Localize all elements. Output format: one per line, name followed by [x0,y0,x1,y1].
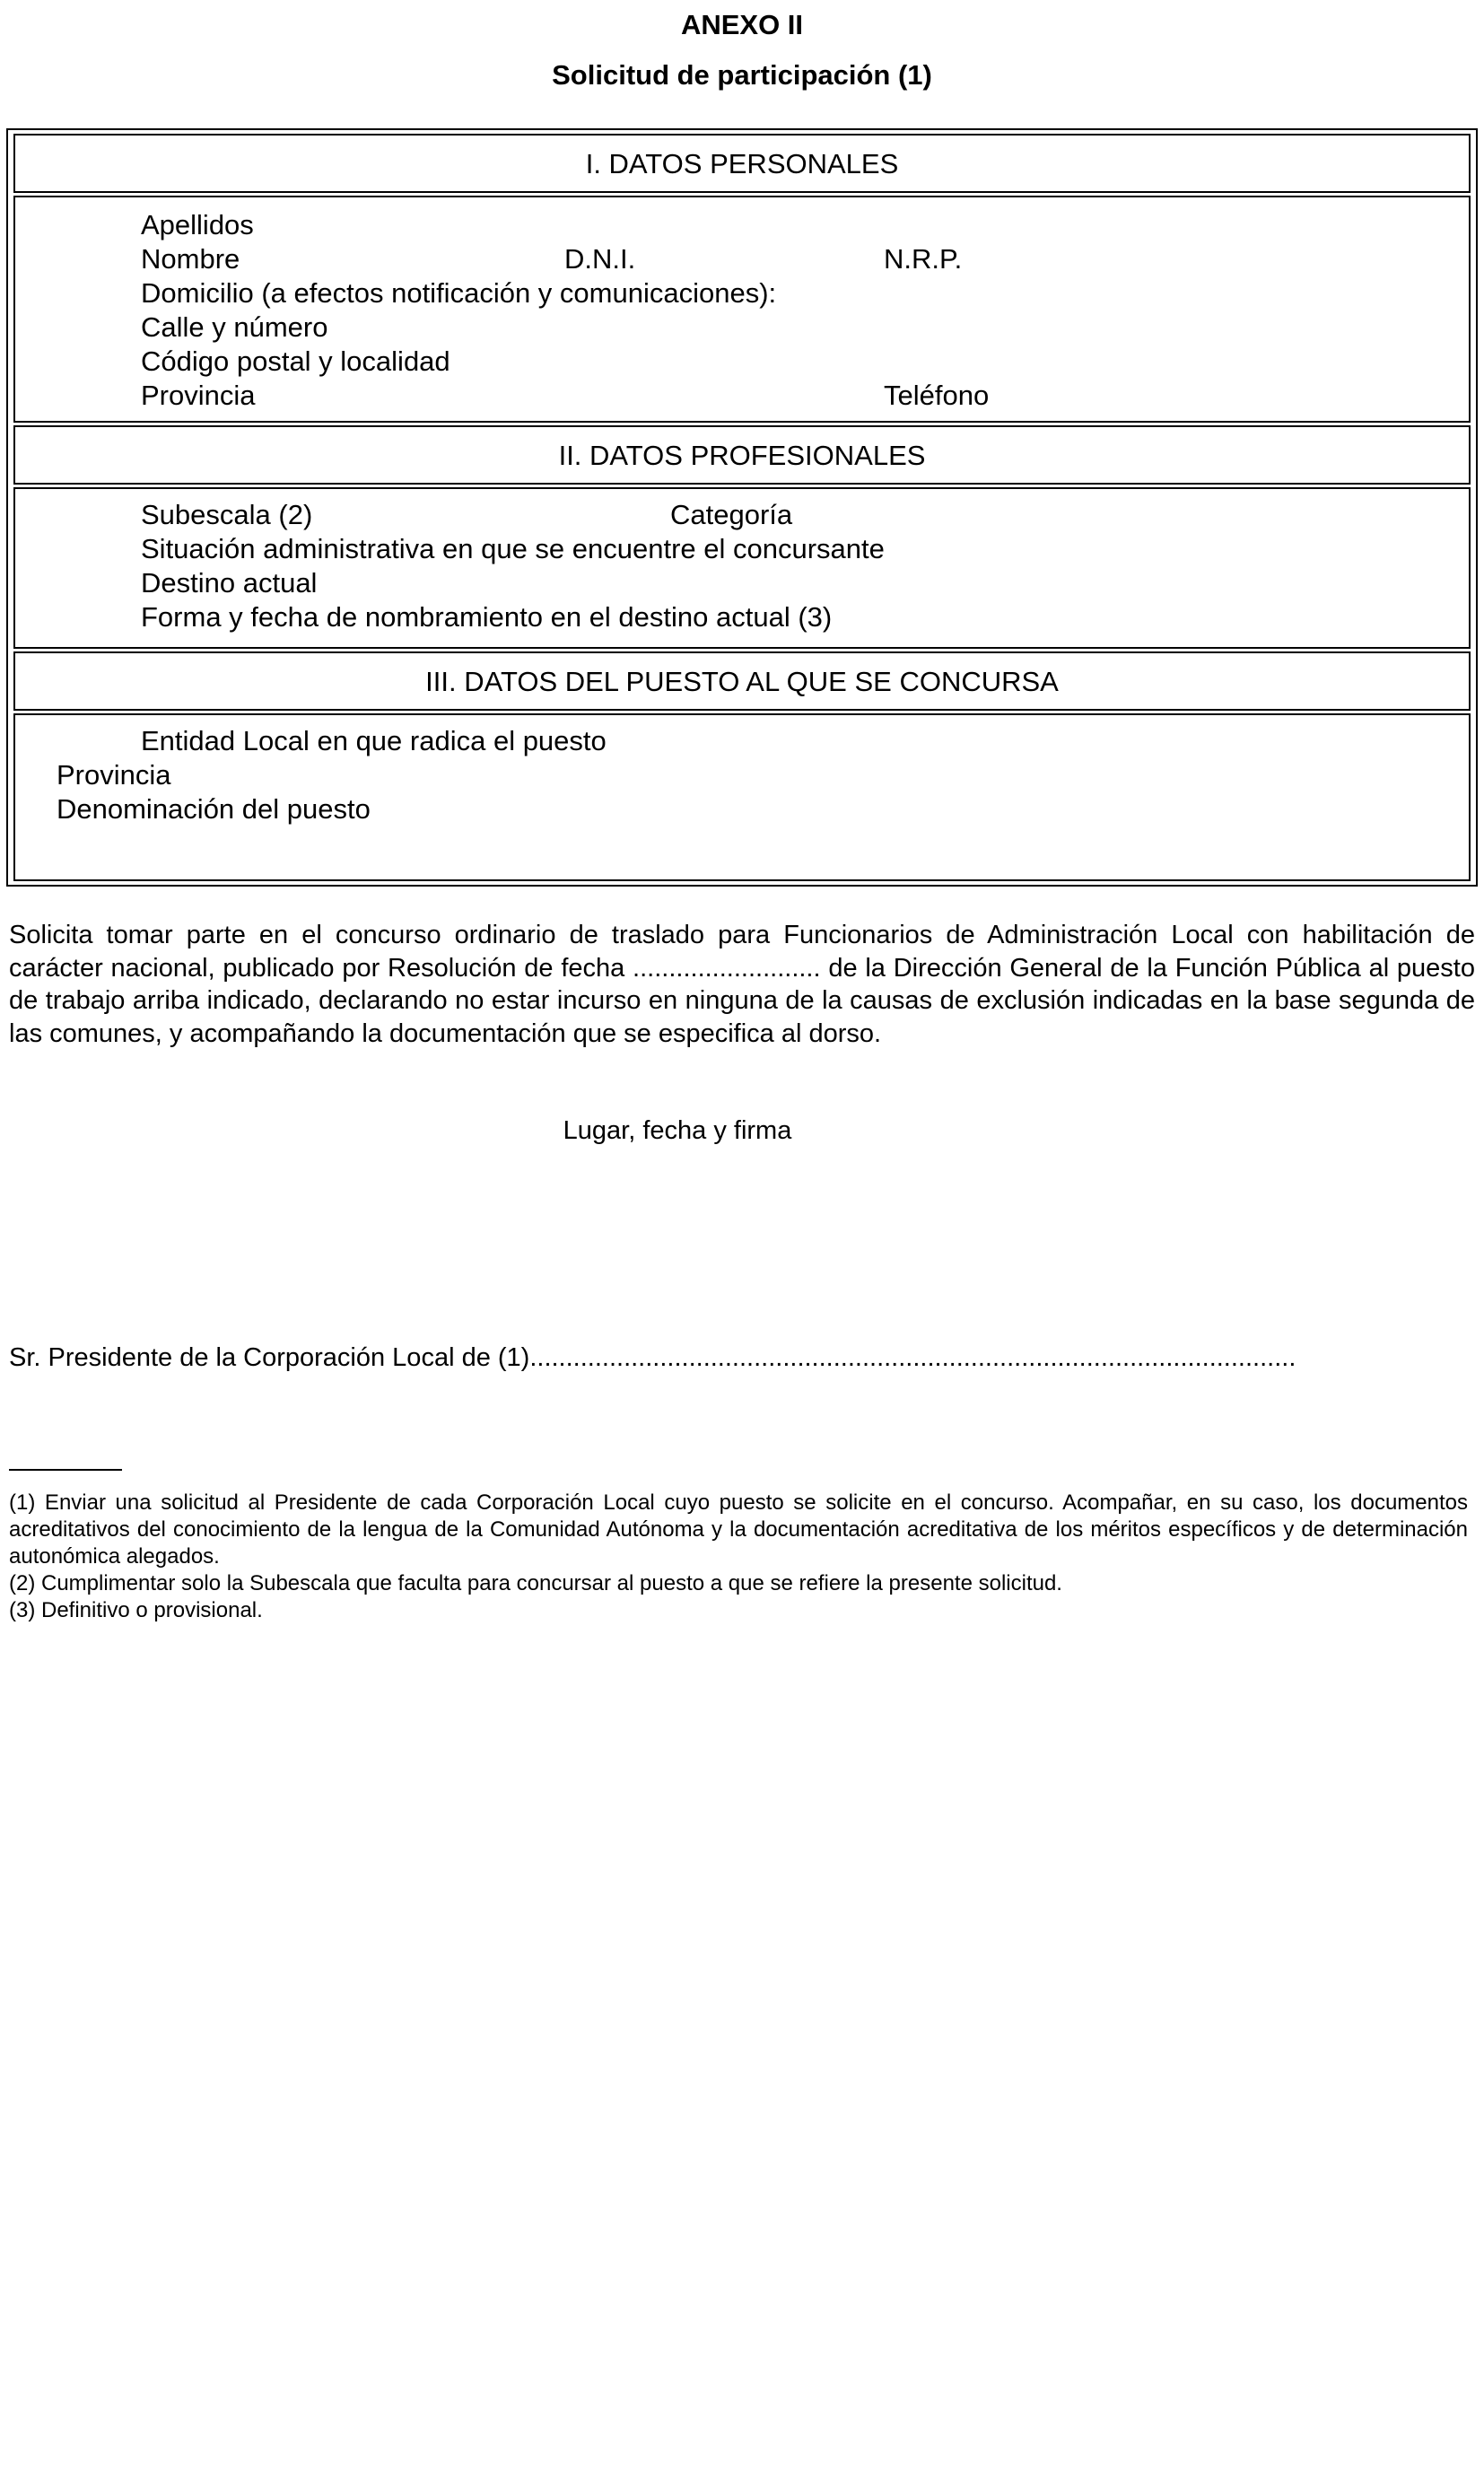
label-provincia: Provincia [141,380,256,411]
section-position-header [13,651,1471,711]
label-nrp: N.R.P. [884,243,963,275]
label-calle: Calle y número [141,311,328,343]
request-paragraph: Solicita tomar parte en el concurso ordinario de traslado para Funcionarios de Administración Local con habilitación de carácter nacional, publicado por Resolución de fecha .......................... de la Dirección General de la Función Pública al puesto de trabajo arriba indicado, declarando no estar incurso en ninguna de la causas de exclusión indicadas en la base segunda de las comunes, y acompañando la documentación que se especifica al dorso. [9,921,1475,1048]
label-domicilio: Domicilio (a efectos notificación y comunicaciones): [141,277,777,309]
signature-line: Lugar, fecha y firma [563,1116,792,1145]
label-telefono: Teléfono [884,380,990,411]
section-personal-body [13,196,1471,423]
section-professional-header [13,425,1471,485]
label-dni: D.N.I. [564,243,636,275]
label-apellidos: Apellidos [141,209,254,240]
section-personal-header [13,134,1471,193]
form-frame [6,128,1478,887]
footnote-3: (3) Definitivo o provisional. [9,1598,263,1622]
section-position-body [13,713,1471,881]
label-situacion: Situación administrativa en que se encuentre el concursante [141,533,885,564]
section-professional-title: II. DATOS PROFESIONALES [558,440,926,471]
form-subtitle: Solicitud de participación (1) [552,59,932,91]
footnotes [9,1490,1468,1624]
label-codigo-postal: Código postal y localidad [141,345,450,377]
label-nombre: Nombre [141,243,240,275]
label-provincia-puesto: Provincia [57,759,171,791]
section-professional-body [13,487,1471,649]
footnote-2: (2) Cumplimentar solo la Subescala que faculta para concursar al puesto a que se refiere la presente solicitud. [9,1571,1062,1595]
label-categoria: Categoría [670,499,793,530]
label-denominacion: Denominación del puesto [57,793,371,825]
label-destino: Destino actual [141,567,318,599]
section-personal-title: I. DATOS PERSONALES [585,148,899,179]
footnote-separator [9,1469,122,1471]
annex-title: ANEXO II [680,9,804,40]
label-entidad: Entidad Local en que radica el puesto [141,725,607,756]
label-subescala: Subescala (2) [141,499,313,530]
addressee-line: Sr. Presidente de la Corporación Local de (1).......................................................................................................... [9,1343,1296,1372]
footnote-1: (1) Enviar una solicitud al Presidente de cada Corporación Local cuyo puesto se solicite en el concurso. Acompañar, en su caso, los documentos acreditativos del conocimiento de la lengua de la Comunidad Autónoma y la documentación acreditativa de los méritos específicos y de determinación autonómica alegados. [9,1490,1468,1569]
section-position-title: III. DATOS DEL PUESTO AL QUE SE CONCURSA [425,666,1059,697]
label-forma-fecha: Forma y fecha de nombramiento en el destino actual (3) [141,601,833,633]
